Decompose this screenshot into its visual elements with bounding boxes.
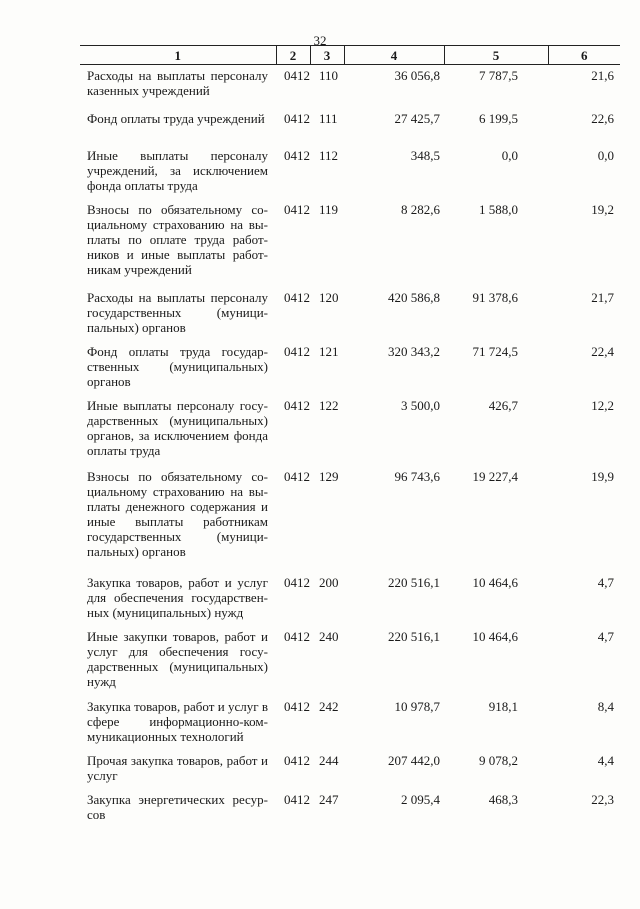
table-row [80, 626, 620, 696]
table-header-row [80, 46, 620, 65]
execution-percent: 19,9 [591, 468, 614, 484]
expense-type-code: 120 [319, 289, 339, 305]
planned-amount: 27 425,7 [394, 110, 440, 126]
planned-amount: 348,5 [410, 147, 440, 163]
column-header: 5 [444, 46, 548, 65]
item-name: Иные выплаты персоналу государственных (муниципальных) органов, за исключением фонда оплаты труда [87, 397, 268, 458]
expense-type-code: 200 [319, 574, 339, 590]
execution-percent: 4,4 [597, 752, 614, 768]
planned-amount: 36 056,8 [394, 68, 440, 83]
table-row [80, 199, 620, 287]
section-code: 0412 [284, 68, 310, 83]
section-code: 0412 [284, 752, 310, 768]
table-row [80, 572, 620, 626]
item-name: Закупка товаров, работ и услуг для обеспечения государственных (муниципальных) нужд [87, 574, 268, 620]
planned-amount: 3 500,0 [401, 397, 440, 413]
executed-amount: 19 227,4 [472, 468, 518, 484]
item-name: Расходы на выплаты персоналу государственных (муниципальных) органов [87, 289, 268, 335]
page-number: 32 [313, 33, 327, 48]
executed-amount: 0,0 [501, 147, 518, 163]
column-header: 6 [548, 46, 620, 65]
column-header: 4 [344, 46, 444, 65]
item-name: Взносы по обязательному социальному страхованию на выплаты по оплате труда работников и иные выплаты работникам учреждений [87, 201, 268, 277]
table-row [80, 395, 620, 466]
section-code: 0412 [284, 628, 310, 644]
planned-amount: 8 282,6 [401, 201, 440, 217]
execution-percent: 4,7 [597, 574, 614, 590]
budget-table [80, 45, 620, 829]
execution-percent: 22,3 [591, 791, 614, 807]
table-row [80, 108, 620, 145]
executed-amount: 1 588,0 [479, 201, 518, 217]
item-name: Расходы на выплаты персоналу казенных учреждений [87, 68, 268, 98]
execution-percent: 22,6 [591, 110, 614, 126]
expense-type-code: 244 [319, 752, 339, 768]
expense-type-code: 247 [319, 791, 339, 807]
expense-type-code: 121 [319, 343, 339, 359]
planned-amount: 220 516,1 [388, 574, 440, 590]
executed-amount: 6 199,5 [479, 110, 518, 126]
section-code: 0412 [284, 147, 310, 163]
item-name: Взносы по обязательному социальному страхованию на выплаты денежного содержания и иные выплаты работникам государственных (муниципальных) органов [87, 468, 268, 559]
expense-type-code: 111 [319, 110, 338, 126]
planned-amount: 207 442,0 [388, 752, 440, 768]
section-code: 0412 [284, 201, 310, 217]
execution-percent: 21,6 [591, 68, 614, 83]
executed-amount: 91 378,6 [472, 289, 518, 305]
expense-type-code: 240 [319, 628, 339, 644]
item-name: Иные закупки товаров, работ и услуг для обеспечения государственных (муниципальных) нужд [87, 628, 268, 689]
item-name: Иные выплаты персоналу учреждений, за исключением фонда оплаты труда [87, 147, 268, 193]
executed-amount: 426,7 [488, 397, 518, 413]
planned-amount: 220 516,1 [388, 628, 440, 644]
execution-percent: 12,2 [591, 397, 614, 413]
table-row [80, 287, 620, 341]
execution-percent: 8,4 [597, 698, 614, 714]
section-code: 0412 [284, 791, 310, 807]
executed-amount: 10 464,6 [472, 628, 518, 644]
section-code: 0412 [284, 397, 310, 413]
planned-amount: 96 743,6 [394, 468, 440, 484]
item-name: Закупка энергетических ресурсов [87, 791, 268, 822]
column-header: 2 [276, 46, 310, 65]
execution-percent: 0,0 [597, 147, 614, 163]
section-code: 0412 [284, 698, 310, 714]
item-name: Фонд оплаты труда учреждений [87, 110, 265, 126]
section-code: 0412 [284, 574, 310, 590]
table-row [80, 466, 620, 572]
executed-amount: 9 078,2 [479, 752, 518, 768]
expense-type-code: 122 [319, 397, 339, 413]
section-code: 0412 [284, 289, 310, 305]
section-code: 0412 [284, 110, 310, 126]
item-name: Фонд оплаты труда государственных (муниципальных) органов [87, 343, 268, 389]
expense-type-code: 242 [319, 698, 339, 714]
expense-type-code: 110 [319, 68, 339, 83]
table-row [80, 750, 620, 789]
expense-type-code: 119 [319, 201, 339, 217]
item-name: Закупка товаров, работ и услуг в сфере информационно-коммуникационных технологий [87, 698, 268, 744]
execution-percent: 4,7 [597, 628, 614, 644]
table-row [80, 145, 620, 199]
column-header: 3 [310, 46, 344, 65]
table-row [80, 789, 620, 829]
executed-amount: 918,1 [488, 698, 518, 714]
execution-percent: 21,7 [591, 289, 614, 305]
execution-percent: 22,4 [591, 343, 614, 359]
executed-amount: 71 724,5 [472, 343, 518, 359]
executed-amount: 7 787,5 [479, 68, 518, 83]
table-row [80, 341, 620, 395]
planned-amount: 320 343,2 [388, 343, 440, 359]
executed-amount: 468,3 [488, 791, 518, 807]
table-row [80, 696, 620, 750]
item-name: Прочая закупка товаров, работ и услуг [87, 752, 268, 783]
executed-amount: 10 464,6 [472, 574, 518, 590]
planned-amount: 10 978,7 [394, 698, 440, 714]
planned-amount: 420 586,8 [388, 289, 440, 305]
section-code: 0412 [284, 468, 310, 484]
expense-type-code: 129 [319, 468, 339, 484]
planned-amount: 2 095,4 [401, 791, 440, 807]
table-row [80, 65, 620, 108]
expense-type-code: 112 [319, 147, 339, 163]
execution-percent: 19,2 [591, 201, 614, 217]
column-header: 1 [80, 46, 276, 65]
section-code: 0412 [284, 343, 310, 359]
